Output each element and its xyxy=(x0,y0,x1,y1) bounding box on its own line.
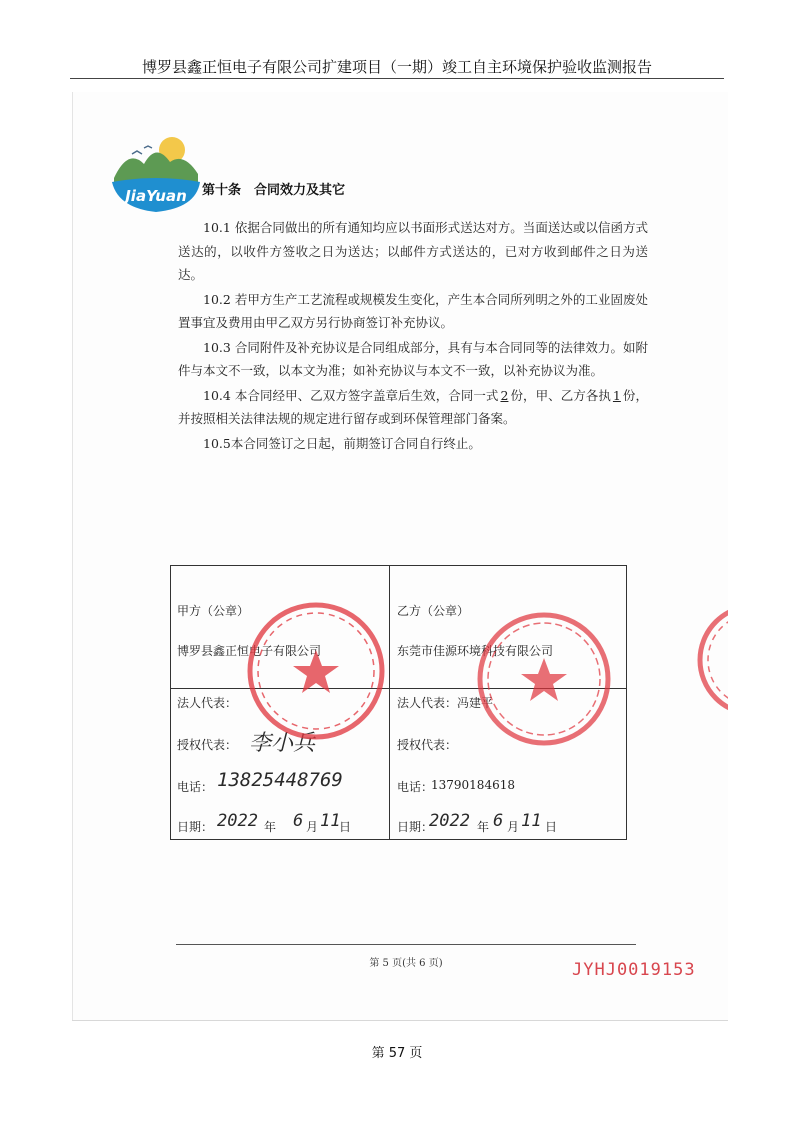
copies-total: 2 xyxy=(500,387,509,403)
party-a-date-month-unit: 月 xyxy=(306,820,319,834)
party-a-date-year-unit: 年 xyxy=(264,820,277,834)
party-b-date-month: 6 xyxy=(493,811,504,831)
party-a-agent-label: 授权代表： xyxy=(177,738,238,752)
party-b-legal-rep: 冯建平 xyxy=(457,696,494,710)
party-b-date-month-unit: 月 xyxy=(507,820,520,834)
party-b-date-label: 日期： xyxy=(397,820,434,834)
party-b-date-year: 2022 xyxy=(429,811,470,831)
contract-article xyxy=(178,216,648,456)
clause-10-3: 10.3 合同附件及补充协议是合同组成部分，具有与本合同同等的法律效力。如附件与本文不一致，以本文为准；如补充协议与本文不一致，以补充协议为准。 xyxy=(178,339,648,378)
document-serial-number: JYHJ0019153 xyxy=(572,960,696,980)
party-b-phone: 13790184618 xyxy=(431,778,515,792)
scan-edge xyxy=(72,92,73,1020)
party-a-phone-label: 电话： xyxy=(177,780,214,794)
party-a-date-year: 2022 xyxy=(217,811,258,831)
clause-10-5: 10.5本合同签订之日起，前期签订合同自行终止。 xyxy=(203,435,481,451)
report-header-title: 博罗县鑫正恒电子有限公司扩建项目（一期）竣工自主环境保护验收监测报告 xyxy=(141,58,652,76)
scanned-contract-page xyxy=(72,92,728,1021)
signature-table xyxy=(170,565,627,840)
party-b-date-year-unit: 年 xyxy=(477,820,490,834)
clause-10-4-part-c: 份，并按照相关法律法规的规定进行留存或到环保管理部门备案。 xyxy=(178,387,648,426)
perforation-seal-fragment xyxy=(694,600,728,720)
party-a-phone: 13825448769 xyxy=(217,769,343,791)
report-page-number: 第 57 页 xyxy=(371,1046,423,1061)
header-rule xyxy=(70,78,724,79)
party-b-company: 东莞市佳源环境科技有限公司 xyxy=(397,644,554,658)
party-a-company-seal xyxy=(241,596,391,746)
party-a-date-month: 6 xyxy=(293,811,304,831)
clause-10-1: 10.1 依据合同做出的所有通知均应以书面形式送达对方。当面送达或以信函方式送达的，以收件方签收之日为送达；以邮件方式送达的，已对方收到邮件之日为送达。 xyxy=(178,220,648,282)
party-a-date-day-unit: 日 xyxy=(339,820,352,834)
logo-text: JiaYuan xyxy=(125,187,187,205)
clause-10-4 xyxy=(178,384,648,431)
party-a-label: 甲方（公章） xyxy=(177,604,250,618)
party-b-company-seal xyxy=(471,606,617,752)
party-a-company: 博罗县鑫正恒电子有限公司 xyxy=(177,644,322,658)
party-b-legal-rep-label: 法人代表： xyxy=(397,696,458,710)
party-a-date-label: 日期： xyxy=(177,820,214,834)
clause-10-2: 10.2 若甲方生产工艺流程或规模发生变化，产生本合同所列明之外的工业固废处置事宜及费用由甲乙双方另行协商签订补充协议。 xyxy=(178,291,648,330)
party-a-date-day: 11 xyxy=(320,811,341,831)
copies-each: 1 xyxy=(612,387,621,403)
party-b-agent-label: 授权代表： xyxy=(397,738,458,752)
scan-page-info: 第 5 页(共 6 页) xyxy=(369,958,443,969)
party-b-label: 乙方（公章） xyxy=(397,604,470,618)
jiayuan-logo xyxy=(110,134,202,214)
clause-10-4-part-b: 份，甲、乙方各执 xyxy=(510,387,611,403)
party-b-phone-label: 电话： xyxy=(397,780,434,794)
party-b-date-day-unit: 日 xyxy=(545,820,558,834)
section-title: 第十条 合同效力及其它 xyxy=(202,183,346,198)
party-b-date-day: 11 xyxy=(521,811,542,831)
scan-footer-rule xyxy=(176,944,636,945)
party-a-legal-rep-label: 法人代表： xyxy=(177,696,238,710)
party-a-agent-signature: 李小兵 xyxy=(249,731,316,756)
clause-10-4-part-a: 10.4 本合同经甲、乙双方签字盖章后生效，合同一式 xyxy=(203,387,499,403)
